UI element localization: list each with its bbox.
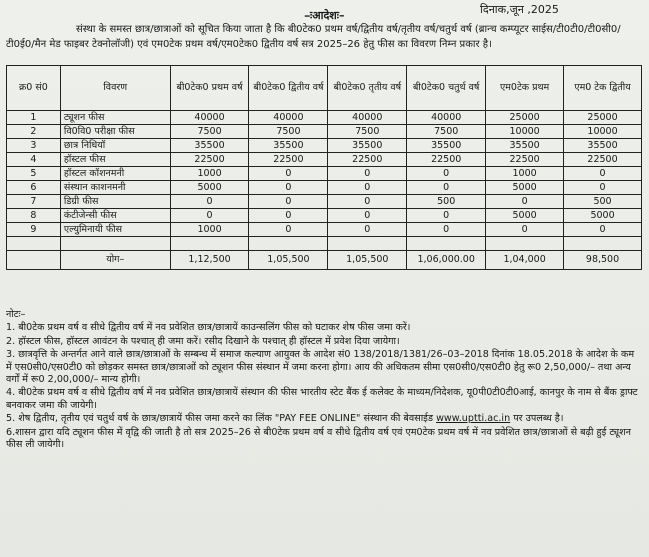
note-item: 3. छात्रवृत्ति के अन्तर्गत आने वाले छात्र/छात्राओं के सम्बन्ध में समाज कल्याण आयुक्त के आदेश सं0 138/2018/1381/26–03–2018 दिनांक 18.05.2018 के आदेश के कम में एस0सी0/एस0टी0 को छोड़कर समस्त छात्र/छात्राओं को ट्यूशन फीस संस्थान में जमा करना होगा। आय की अधिकतम सीमा एस0सी0/एस0टी0 हेतु रू0 2,50,000/– तथा अन्य वर्गों में रू0 2,00,000/– मान्य होगी। xyxy=(6,349,635,386)
total-value: 98,500 xyxy=(564,251,642,270)
fee-amount-cell: 0 xyxy=(328,181,407,195)
fee-table-header xyxy=(7,66,642,111)
fee-amount-cell: 35500 xyxy=(328,139,407,153)
fee-amount-cell: 40000 xyxy=(249,111,328,125)
fee-table xyxy=(6,65,642,270)
fee-amount-cell: 22500 xyxy=(407,153,486,167)
fee-amount-cell: 0 xyxy=(328,167,407,181)
fee-item-cell: हॉस्टल फीस xyxy=(60,153,170,167)
fee-amount-cell: 0 xyxy=(564,223,642,237)
fee-item-cell: डिग्री फीस xyxy=(60,195,170,209)
notes-section xyxy=(6,309,642,452)
fee-amount-cell xyxy=(170,237,249,251)
intro-paragraph: संस्था के समस्त छात्र/छात्राओं को सूचित किया जाता है कि बी0टेक0 प्रथम वर्ष/द्वितीय वर्ष/तृतीय वर्ष/चतुर्थ वर्ष (ब्रान्च कम्प्यूटर साईस/टी0टी0/टी0सी0/टी0ई0/मैन मेड फाइबर टेक्नोलॉजी) एवं एम0टेक प्रथम वर्ष/एम0टेक0 द्वितीय वर्ष सत्र 2025–26 हेतु फीस का विवरण निम्न प्रकार है। xyxy=(6,24,621,50)
fee-item-cell: संस्थान काशनमनी xyxy=(60,181,170,195)
fee-amount-cell: 40000 xyxy=(407,111,486,125)
fee-item-cell: कंटीजेन्सी फीस xyxy=(60,209,170,223)
table-row xyxy=(7,195,642,209)
column-header: बी0टेक0 तृतीय वर्ष xyxy=(328,66,407,111)
fee-amount-cell: 0 xyxy=(564,181,642,195)
table-row xyxy=(7,181,642,195)
fee-amount-cell: 40000 xyxy=(328,111,407,125)
column-header: विवरण xyxy=(60,66,170,111)
serial-cell: 6 xyxy=(7,181,61,195)
table-row xyxy=(7,111,642,125)
table-row xyxy=(7,209,642,223)
column-header: क्र0 सं0 xyxy=(7,66,61,111)
total-label: योग– xyxy=(60,251,170,270)
note-item: 4. बी0टेक प्रथम वर्ष व सीधे द्वितीय वर्ष में नव प्रवेशित छात्र/छात्रायें संस्थान की फीस भारतीय स्टेट बैंक ई कलेक्ट के माध्यम/निदेशक, यू0पी0टी0टी0आई, कानपुर के नाम से बैंक ड्राफ्ट बनवाकर जमा की जायेगी। xyxy=(6,387,638,411)
column-header: बी0टेक0 चतुर्थ वर्ष xyxy=(407,66,486,111)
note-5-suffix: पर उपलब्ध है। xyxy=(510,413,564,425)
table-row xyxy=(7,167,642,181)
date-line: दिनाक,जून ,2025 xyxy=(480,3,559,16)
fee-item-cell xyxy=(60,237,170,251)
fee-item-cell: छात्र निधियॉ xyxy=(60,139,170,153)
fee-amount-cell: 25000 xyxy=(486,111,564,125)
serial-cell: 8 xyxy=(7,209,61,223)
serial-cell: 3 xyxy=(7,139,61,153)
fee-amount-cell: 25000 xyxy=(564,111,642,125)
fee-amount-cell: 0 xyxy=(328,209,407,223)
fee-amount-cell: 0 xyxy=(170,209,249,223)
fee-item-cell: वि0वि0 परीक्षा फीस xyxy=(60,125,170,139)
fee-amount-cell: 7500 xyxy=(328,125,407,139)
fee-item-cell: ट्यूशन फीस xyxy=(60,111,170,125)
fee-amount-cell: 22500 xyxy=(170,153,249,167)
serial-cell: 7 xyxy=(7,195,61,209)
fee-amount-cell: 500 xyxy=(564,195,642,209)
serial-cell: 4 xyxy=(7,153,61,167)
total-value: 1,06,000.00 xyxy=(407,251,486,270)
fee-amount-cell: 10000 xyxy=(486,125,564,139)
fee-amount-cell: 5000 xyxy=(564,209,642,223)
fee-amount-cell: 1000 xyxy=(170,223,249,237)
serial-cell: 5 xyxy=(7,167,61,181)
note-item-5 xyxy=(6,413,642,425)
total-cell xyxy=(7,251,61,270)
fee-amount-cell: 7500 xyxy=(170,125,249,139)
serial-cell: 9 xyxy=(7,223,61,237)
fee-amount-cell: 7500 xyxy=(249,125,328,139)
fee-amount-cell: 0 xyxy=(486,195,564,209)
fee-amount-cell: 500 xyxy=(407,195,486,209)
serial-cell: 1 xyxy=(7,111,61,125)
fee-amount-cell xyxy=(249,237,328,251)
fee-amount-cell: 1000 xyxy=(486,167,564,181)
fee-amount-cell xyxy=(407,237,486,251)
column-header: बी0टेक0 प्रथम वर्ष xyxy=(170,66,249,111)
column-header: बी0टेक0 द्वितीय वर्ष xyxy=(249,66,328,111)
fee-amount-cell: 1000 xyxy=(170,167,249,181)
table-row xyxy=(7,139,642,153)
fee-amount-cell: 0 xyxy=(407,167,486,181)
fee-amount-cell xyxy=(486,237,564,251)
fee-amount-cell: 35500 xyxy=(486,139,564,153)
fee-amount-cell: 0 xyxy=(249,223,328,237)
total-value: 1,05,500 xyxy=(328,251,407,270)
notes-title: नोटः– xyxy=(6,309,26,320)
fee-amount-cell: 5000 xyxy=(170,181,249,195)
total-value: 1,05,500 xyxy=(249,251,328,270)
fee-amount-cell: 0 xyxy=(249,167,328,181)
fee-item-cell: हॉस्टल कॉशनमनी xyxy=(60,167,170,181)
fee-amount-cell: 22500 xyxy=(564,153,642,167)
fee-amount-cell xyxy=(564,237,642,251)
table-row xyxy=(7,223,642,237)
serial-cell xyxy=(7,237,61,251)
fee-amount-cell: 35500 xyxy=(170,139,249,153)
column-header: एम0टेक प्रथम xyxy=(486,66,564,111)
website-link[interactable]: www.uptti.ac.in xyxy=(436,413,511,425)
fee-amount-cell: 0 xyxy=(564,167,642,181)
order-heading: –ःआदेशः– xyxy=(304,9,345,22)
fee-amount-cell: 22500 xyxy=(486,153,564,167)
fee-amount-cell: 22500 xyxy=(249,153,328,167)
total-row xyxy=(7,251,642,270)
fee-amount-cell: 35500 xyxy=(407,139,486,153)
fee-amount-cell: 5000 xyxy=(486,181,564,195)
serial-cell: 2 xyxy=(7,125,61,139)
table-row xyxy=(7,125,642,139)
fee-amount-cell: 0 xyxy=(486,223,564,237)
fee-amount-cell xyxy=(328,237,407,251)
table-row xyxy=(7,237,642,251)
fee-amount-cell: 10000 xyxy=(564,125,642,139)
fee-amount-cell: 0 xyxy=(249,181,328,195)
note-item: 1. बी0टेक प्रथम वर्ष व सीधे द्वितीय वर्ष में नव प्रवेशित छात्र/छात्रायें काउन्सलिंग फीस को घटाकर शेष फीस जमा करें। xyxy=(6,322,411,334)
total-value: 1,12,500 xyxy=(170,251,249,270)
fee-amount-cell: 7500 xyxy=(407,125,486,139)
note-5-text: 5. शेष द्वितीय, तृतीय एवं चतुर्थ वर्ष के छात्र/छात्रायें फीस जमा करने का लिंक "PAY FEE ONLINE" संस्थान की बेवसाईड xyxy=(6,413,437,425)
fee-amount-cell: 35500 xyxy=(564,139,642,153)
fee-amount-cell: 0 xyxy=(407,181,486,195)
fee-amount-cell: 0 xyxy=(170,195,249,209)
fee-amount-cell: 5000 xyxy=(486,209,564,223)
table-row xyxy=(7,153,642,167)
column-header: एम0 टेक द्वितीय xyxy=(564,66,642,111)
fee-amount-cell: 0 xyxy=(407,223,486,237)
fee-amount-cell: 0 xyxy=(249,195,328,209)
fee-amount-cell: 40000 xyxy=(170,111,249,125)
fee-amount-cell: 22500 xyxy=(328,153,407,167)
note-item: 2. हॉस्टल फीस, हॉस्टल आवंटन के पश्चात् ही जमा करें। रसीद दिखाने के पश्चात् ही हॉस्टल में प्रवेश दिया जायेगा। xyxy=(6,335,400,347)
note-item: 6.शासन द्वारा यदि ट्यूशन फीस में वृद्वि की जाती है तो सत्र 2025–26 से बी0टेक प्रथम वर्ष व सीधे द्वितीय वर्ष एवं एम0टेक प्रथम वर्ष में नव प्रवेशित छात्र/छात्राओं से बढ़ी हुई ट्यूशन फीस ली जायेगी। xyxy=(6,426,631,451)
fee-item-cell: एल्युमिनायी फीस xyxy=(60,223,170,237)
fee-amount-cell: 0 xyxy=(328,195,407,209)
fee-amount-cell: 35500 xyxy=(249,139,328,153)
fee-amount-cell: 0 xyxy=(249,209,328,223)
fee-amount-cell: 0 xyxy=(407,209,486,223)
total-value: 1,04,000 xyxy=(486,251,564,270)
fee-amount-cell: 0 xyxy=(328,223,407,237)
